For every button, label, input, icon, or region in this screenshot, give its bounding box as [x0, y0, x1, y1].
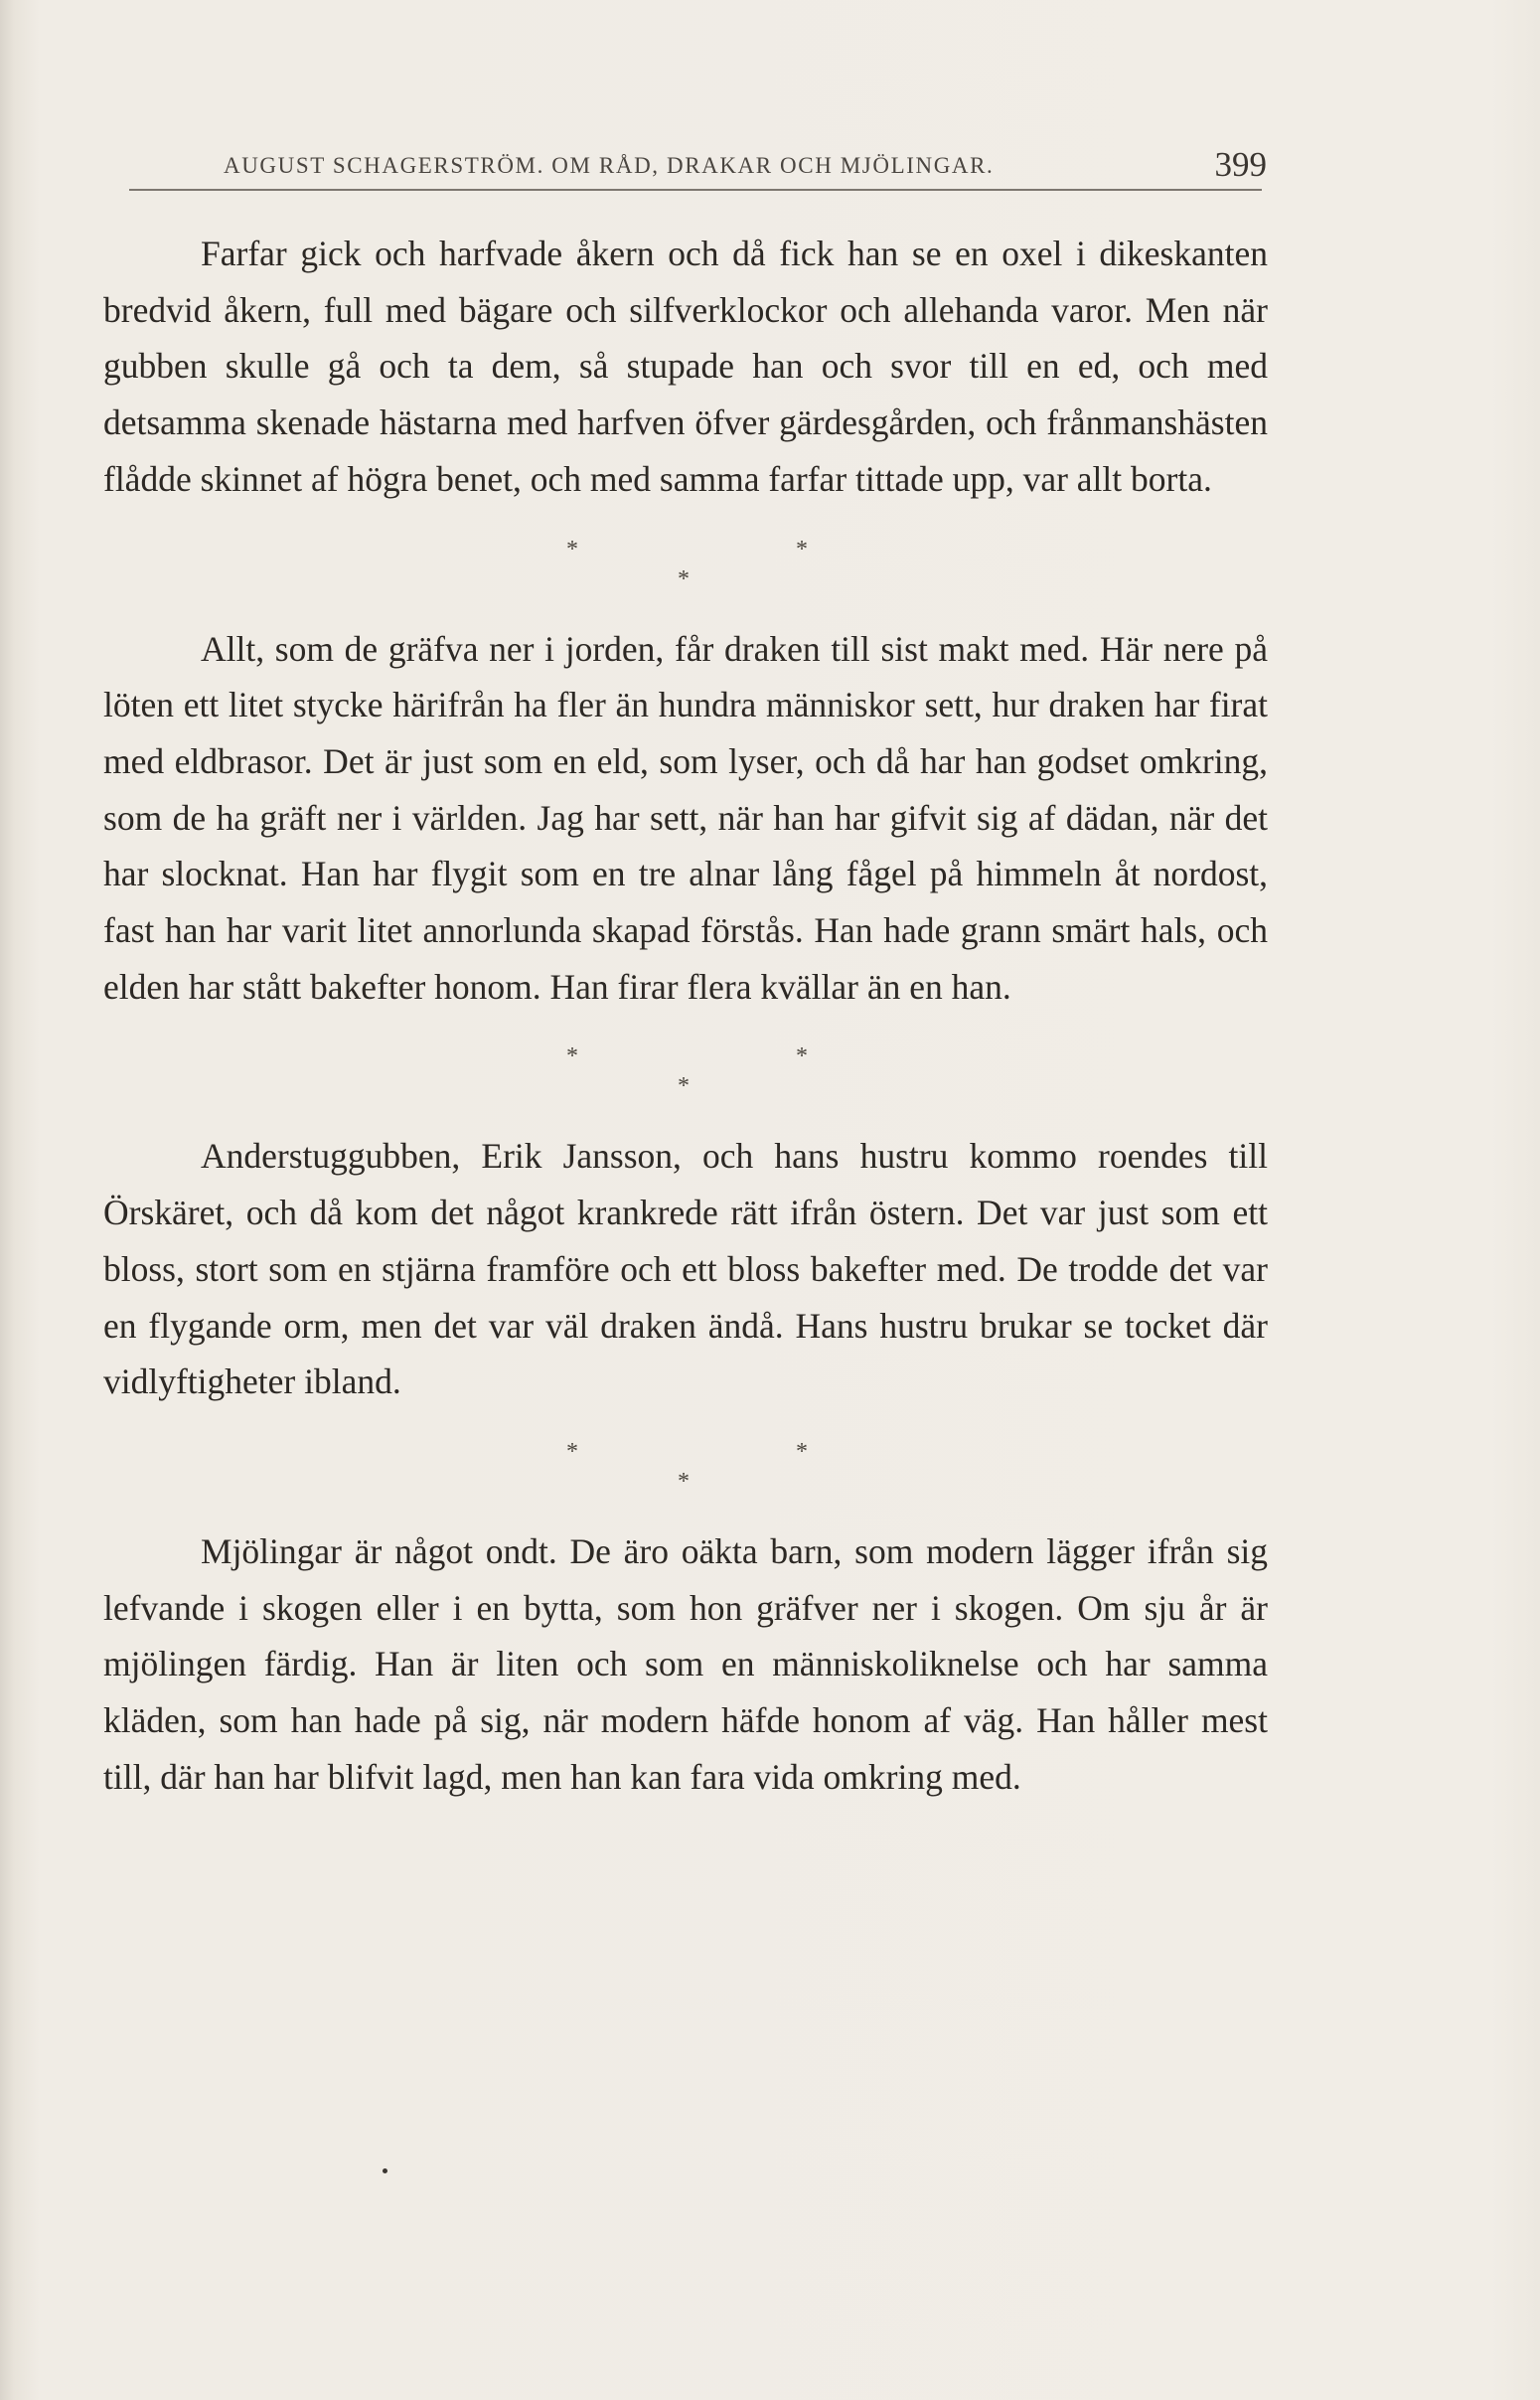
paragraph-3: Anderstuggubben, Erik Jansson, och hans hustru kommo roendes till Örskäret, och då kom det något krankrede rätt ifrån östern. Det var just som ett bloss, stort som en stjärna framföre och ett bloss bakefter med. De trodde det var en flygande orm, men det var väl draken ändå. Hans hustru brukar se tocket där vidlyftigheter ibland.: [103, 1136, 1268, 1402]
section-break-3: [103, 1410, 1268, 1523]
asterisk-icon: *: [796, 1438, 808, 1465]
running-title: AUGUST SCHAGERSTRÖM. OM RÅD, DRAKAR OCH MJÖLINGAR.: [224, 153, 995, 178]
body-text: [103, 226, 1268, 1805]
section-break-1: [103, 508, 1268, 621]
header-rule: [129, 189, 1262, 191]
asterisk-icon: *: [796, 1043, 808, 1070]
ink-speck: [383, 2168, 387, 2173]
asterisk-icon: *: [678, 1073, 690, 1100]
asterisk-icon: *: [678, 1468, 690, 1495]
asterisk-icon: *: [566, 1043, 578, 1070]
paragraph-2: Allt, som de gräfva ner i jorden, får draken till sist makt med. Här nere på löten ett litet stycke härifrån ha fler än hundra människor sett, hur draken har firat med eldbrasor. Det är just som en eld, som lyser, och då har han godset omkring, som de ha gräft ner i världen. Jag har sett, när han har gifvit sig af dädan, när det har slocknat. Han har flygit som en tre alnar lång fågel på himmeln åt nordost, fast han har varit litet annorlunda skapad förstås. Han hade grann smärt hals, och elden har stått bakefter honom. Han firar flera kvällar än en han.: [103, 628, 1268, 1007]
section-break-2: [103, 1015, 1268, 1128]
running-head: [104, 145, 1267, 191]
paragraph-1: Farfar gick och harfvade åkern och då fick han se en oxel i dikeskanten bredvid åkern, full med bägare och silfverklockor och allehanda varor. Men när gubben skulle gå och ta dem, så stupade han och svor till en ed, och med detsamma skenade hästarna med harfven öfver gärdesgården, och frånmanshästen flådde skinnet af högra benet, och med samma farfar tittade upp, var allt borta.: [103, 234, 1268, 499]
page-number: 399: [1214, 145, 1267, 184]
paragraph-4: Mjölingar är något ondt. De äro oäkta barn, som modern lägger ifrån sig lefvande i skogen eller i en bytta, som hon gräfver ner i skogen. Om sju år är mjölingen färdig. Han är liten och som en människoliknelse och har samma kläden, som han hade på sig, när modern häfde honom af väg. Han håller mest till, där han har blifvit lagd, men han kan fara vida omkring med.: [103, 1530, 1268, 1797]
asterisk-icon: *: [566, 536, 578, 562]
asterisk-icon: *: [566, 1438, 578, 1465]
asterisk-icon: *: [796, 536, 808, 562]
asterisk-icon: *: [678, 565, 690, 592]
